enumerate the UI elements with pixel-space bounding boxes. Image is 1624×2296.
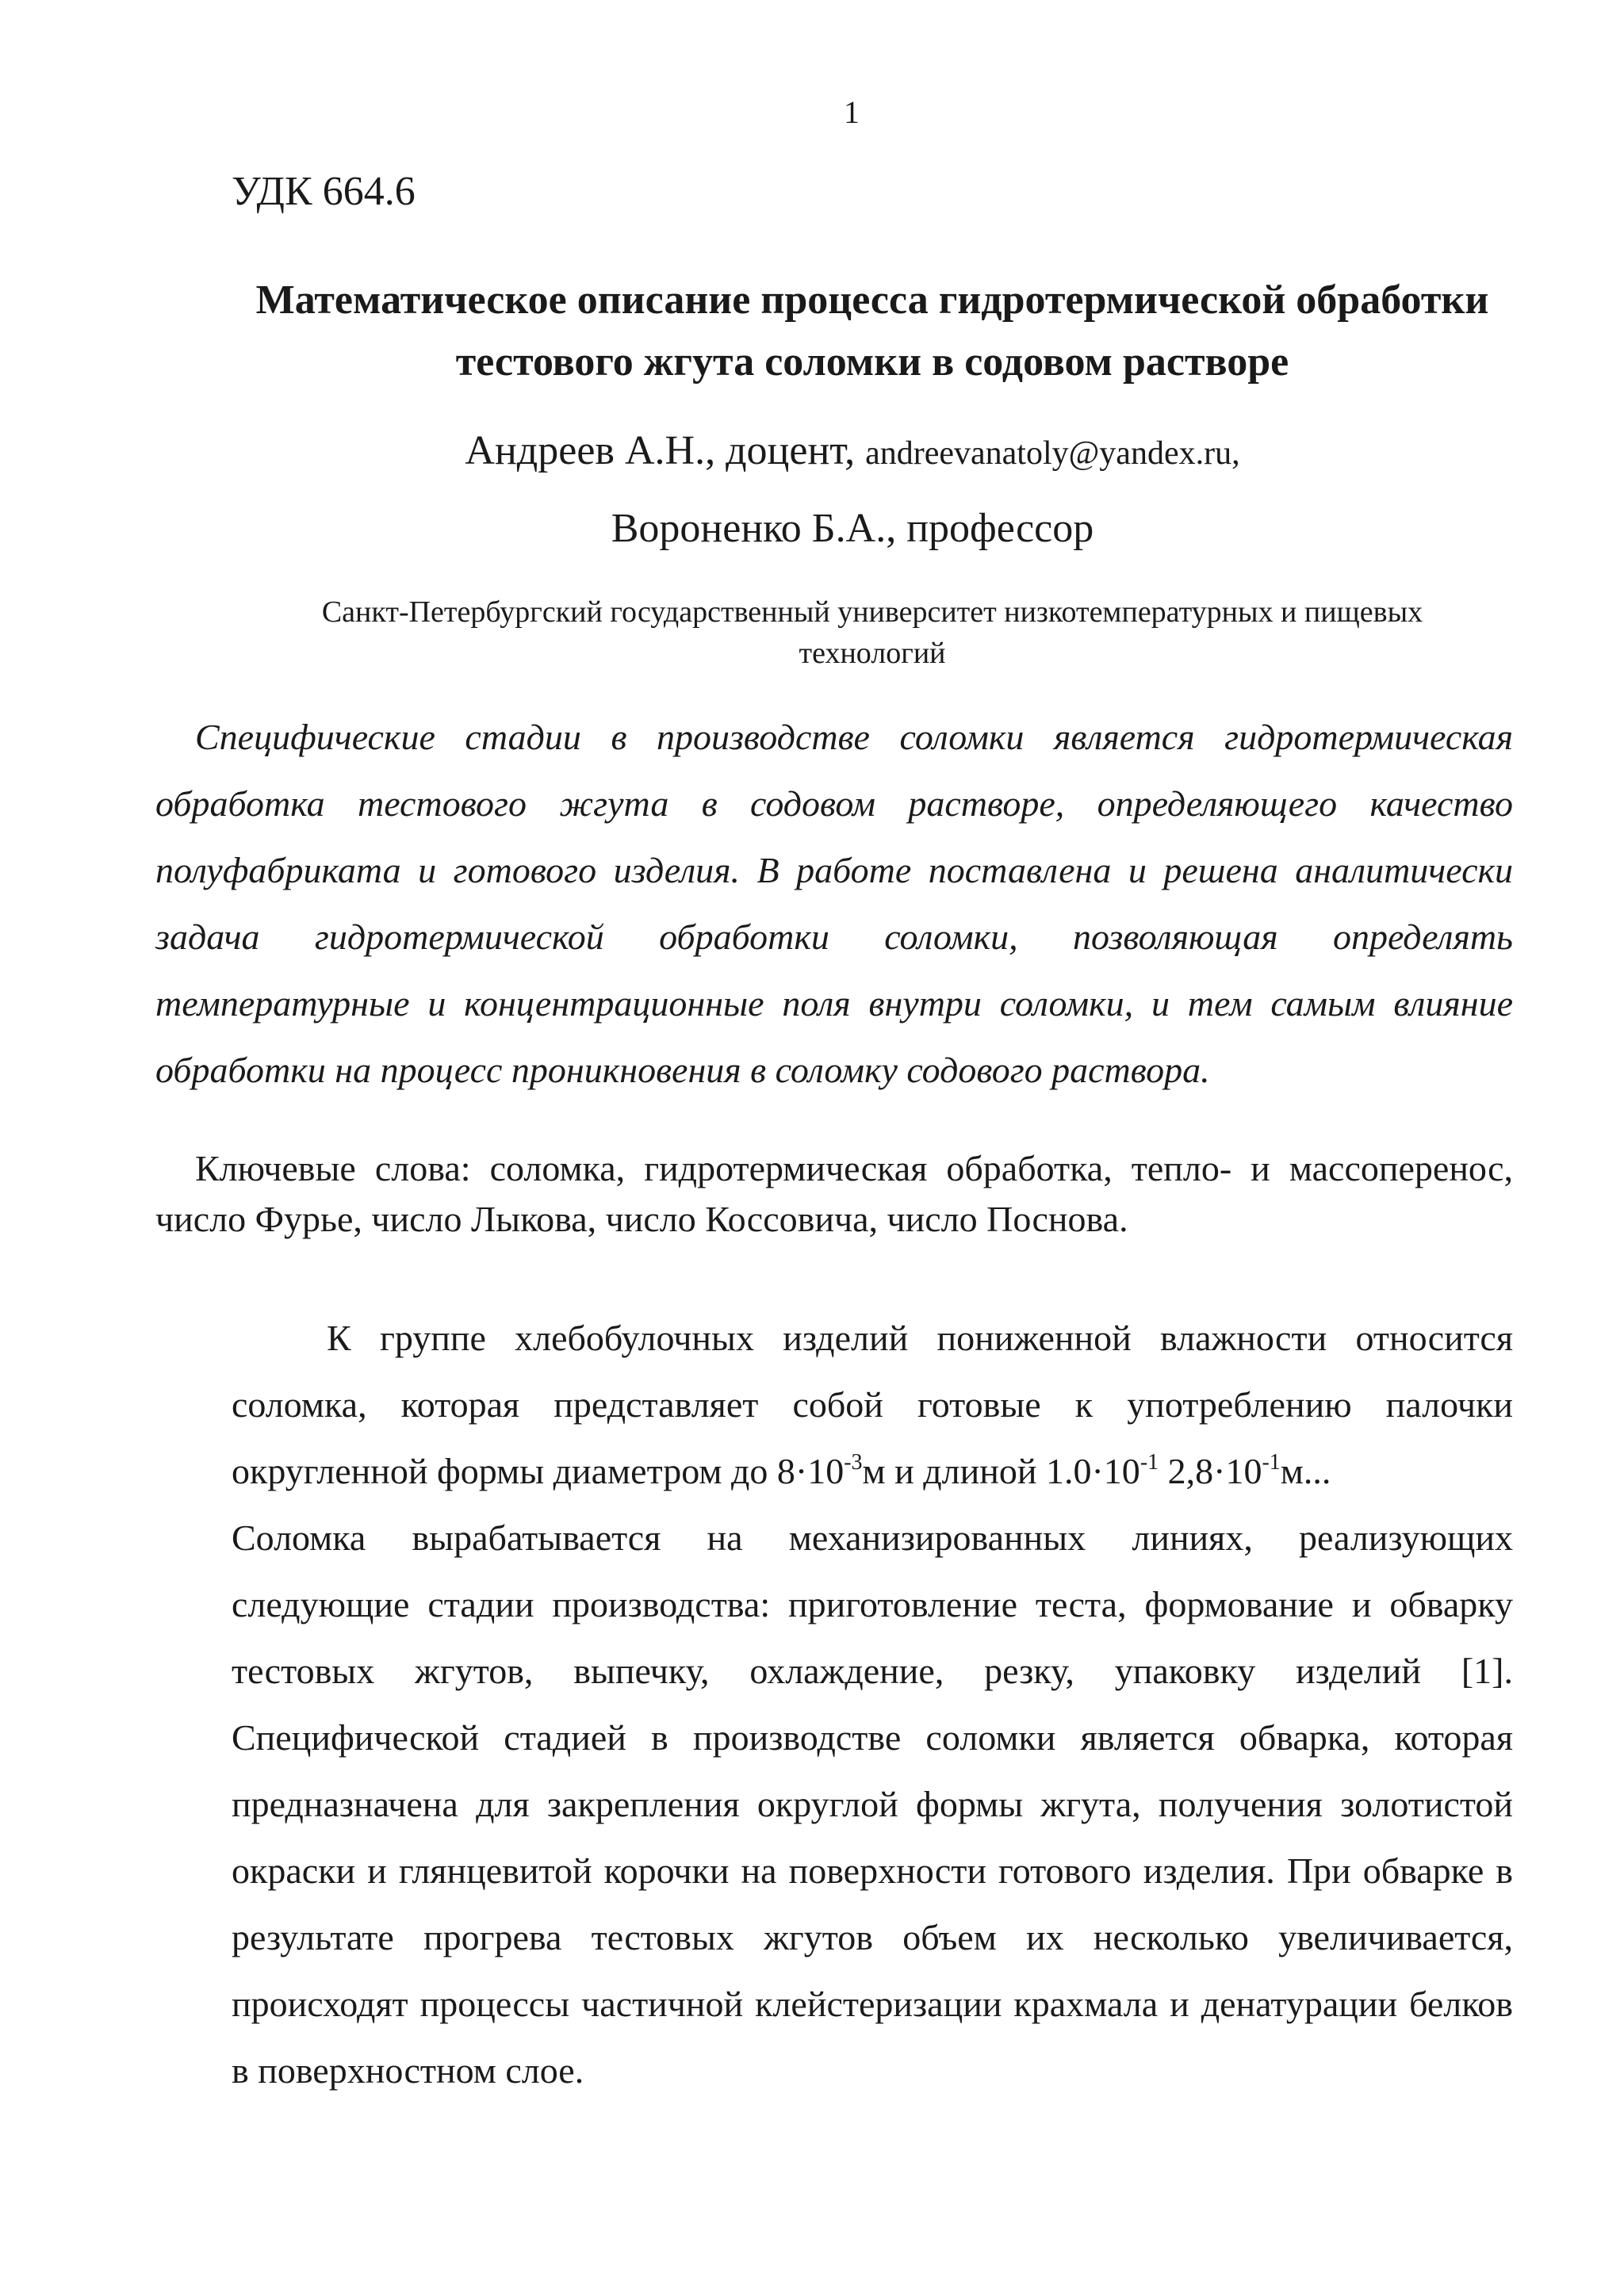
author-1-email: andreevanatoly@yandex.ru, xyxy=(865,435,1240,472)
affiliation-line-1: Санкт-Петербургский государственный университет низкотемпературных и пищевых xyxy=(321,595,1423,629)
body-paragraph-2: Соломка вырабатывается на механизированных линиях, реализующих следующие стадии производства: приготовление теста, формование и обварку тестовых жгутов, выпечку, охлаждение, резку, упаковку изделий [1]. Специфической стадией в производстве соломки является обварка, которая предназначена для закрепления округлой формы жгута, получения золотистой окраски и глянцевитой корочки на поверхности готового изделия. При обварке в результате прогрева тестовых жгутов объем их несколько увеличивается, происходят процессы частичной клейстеризации крахмала и денатурации белков в поверхностном слое. xyxy=(232,1517,1513,2091)
author-2: Вороненко Б.А., профессор xyxy=(611,506,1094,551)
exponent-1: -3 xyxy=(844,1450,863,1475)
body-paragraph-1 xyxy=(232,1305,1513,1505)
body-p1-part-c: 2,8·10 xyxy=(1159,1451,1262,1491)
affiliation-line-2: технологий xyxy=(799,637,946,670)
exponent-3: -1 xyxy=(1262,1450,1281,1475)
affiliation xyxy=(159,591,1586,674)
page-number: 1 xyxy=(844,94,860,130)
author-1 xyxy=(127,412,1578,490)
body-text xyxy=(232,1305,1513,2104)
paper-title xyxy=(127,270,1618,393)
body-p1-part-a: К группе хлебобулочных изделий пониженной влажности относится соломка, которая представляет собой готовые к употреблению палочки округленной формы диаметром до 8·10 xyxy=(232,1318,1513,1491)
body-p1-part-b: м и длиной 1.0·10 xyxy=(862,1451,1140,1491)
udc-code: УДК 664.6 xyxy=(232,169,416,214)
body-p1-part-d: м... xyxy=(1280,1451,1331,1491)
author-1-name: Андреев А.Н., доцент, xyxy=(465,428,866,473)
authors-block xyxy=(127,412,1578,568)
title-line-2: тестового жгута соломки в содовом растворе xyxy=(455,339,1289,385)
exponent-2: -1 xyxy=(1139,1450,1159,1475)
title-line-1: Математическое описание процесса гидротермической обработки xyxy=(255,277,1489,323)
keywords: Ключевые слова: соломка, гидротермическая обработка, тепло- и массоперенос, число Фурье, число Лыкова, число Коссовича, число Поснова. xyxy=(155,1148,1513,1239)
abstract: Специфические стадии в производстве соломки является гидротермическая обработка тестового жгута в содовом растворе, определяющего качество полуфабриката и готового изделия. В работе поставлена и решена аналитически задача гидротермической обработки соломки, позволяющая определять температурные и концентрационные поля внутри соломки, и тем самым влияние обработки на процесс проникновения в соломку содового раствора. xyxy=(155,717,1513,1090)
